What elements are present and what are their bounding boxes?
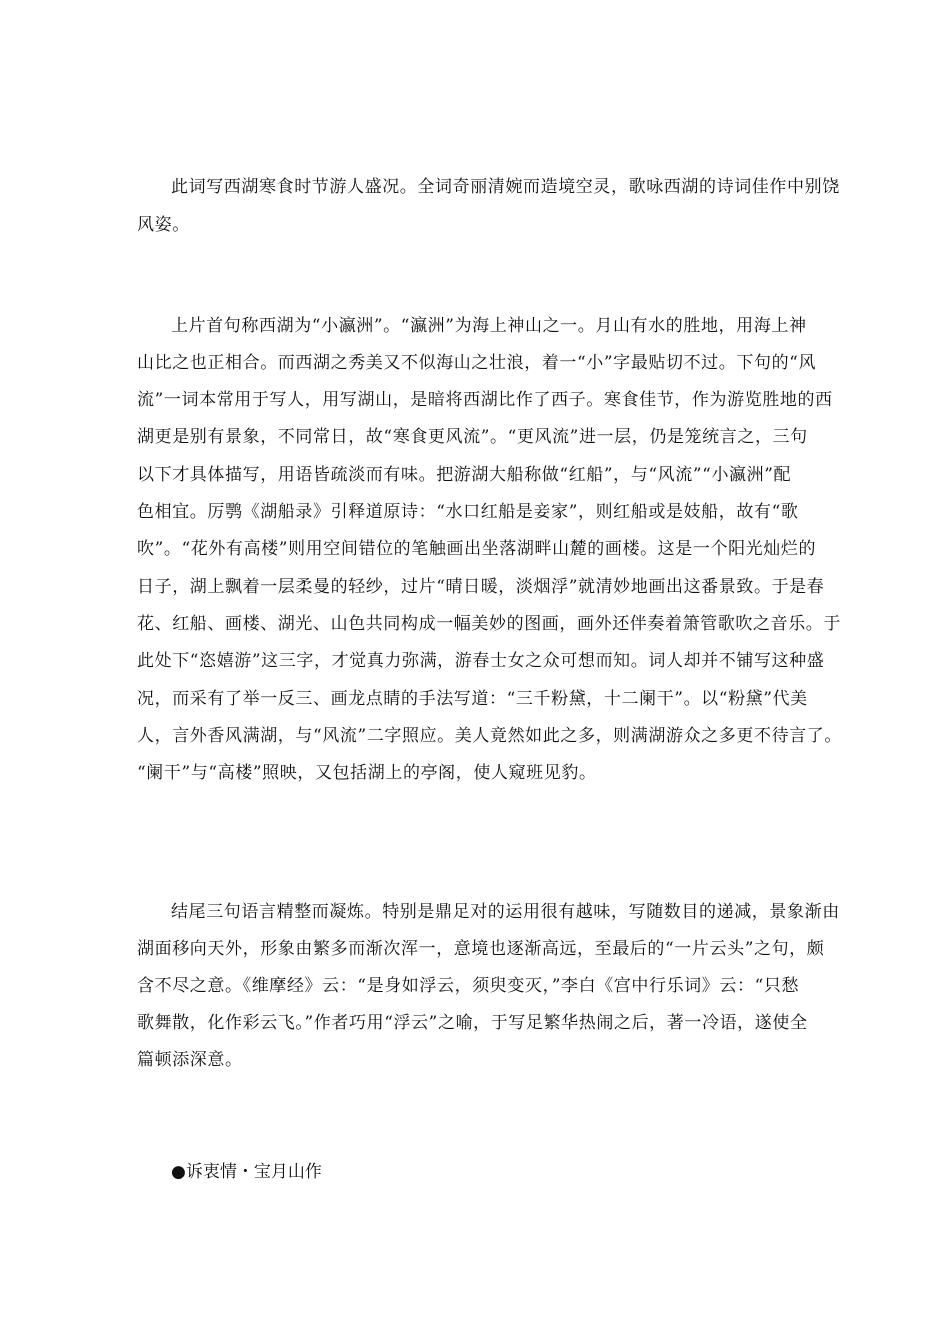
paragraph-2-line-10: 此处下“恣嬉游”这三字，才觉真力弥满，游春士女之众可想而知。词人却并不铺写这种盛 <box>137 651 825 671</box>
paragraph-2-line-1: 上片首句称西湖为“小瀛洲”。“瀛洲”为海上神山之一。月山有水的胜地，用海上神 <box>171 316 807 336</box>
paragraph-3-line-3: 含不尽之意。《维摩经》云：“是身如浮云，须臾变灭，”李白《宫中行乐词》云：“只愁 <box>137 976 800 996</box>
paragraph-1-line-2: 风姿。 <box>137 215 190 235</box>
paragraph-3-line-4: 歌舞散，化作彩云飞。”作者巧用“浮云”之喻，于写足繁华热闹之后，著一冷语，遂使全 <box>137 1013 808 1033</box>
paragraph-2-line-4: 湖更是别有景象，不同常日，故“寒食更风流”。“更风流”进一层，仍是笼统言之，三句 <box>137 427 808 447</box>
paragraph-2-line-8: 日子，湖上飘着一层柔曼的轻纱，过片“晴日暖，淡烟浮”就清妙地画出这番景致。于是春 <box>137 577 825 597</box>
paragraph-2-line-9: 花、红船、画楼、湖光、山色共同构成一幅美妙的图画，画外还伴奏着箫管歌吹之音乐。于 <box>137 614 841 634</box>
paragraph-2-line-5: 以下才具体描写，用语皆疏淡而有味。把游湖大船称做“红船”，与“风流”“小瀛洲”配 <box>137 465 792 485</box>
paragraph-3-line-1: 结尾三句语言精整而凝炼。特别是鼎足对的运用很有越味，写随数目的递减，景象渐由 <box>171 902 840 922</box>
paragraph-3-line-2: 湖面移向天外，形象由繁多而渐次浑一，意境也逐渐高远，至最后的“一片云头”之句，颇 <box>137 939 825 959</box>
paragraph-2-line-3: 流”一词本常用于写人，用写湖山，是暗将西湖比作了西子。寒食佳节，作为游览胜地的西 <box>137 390 833 410</box>
poem-heading: ●诉衷情・宝月山作 <box>171 1162 322 1182</box>
paragraph-1-line-1: 此词写西湖寒食时节游人盛况。全词奇丽清婉而造境空灵，歌咏西湖的诗词佳作中别饶 <box>171 177 840 197</box>
paragraph-2-line-6: 色相宜。厉鹗《湖船录》引释道原诗：“水口红船是妾家”，则红船或是妓船，故有“歌 <box>137 502 799 522</box>
paragraph-2-line-7: 吹”。“花外有高楼”则用空间错位的笔触画出坐落湖畔山麓的画楼。这是一个阳光灿烂的 <box>137 539 817 559</box>
paragraph-2-line-11: 况，而采有了举一反三、画龙点睛的手法写道：“三千粉黛，十二阑干”。以“粉黛”代美 <box>137 689 808 709</box>
paragraph-2-line-2: 山比之也正相合。而西湖之秀美又不似海山之壮浪，着一“小”字最贴切不过。下句的“风 <box>137 353 817 373</box>
paragraph-2-line-13: “阑干”与“高楼”照映，又包括湖上的亭阁，使人窥班见豹。 <box>137 763 597 783</box>
paragraph-2-line-12: 人，言外香风满湖，与“风流”二字照应。美人竟然如此之多，则满湖游众之多更不待言了。 <box>137 726 842 746</box>
paragraph-3-line-5: 篇顿添深意。 <box>137 1050 243 1070</box>
